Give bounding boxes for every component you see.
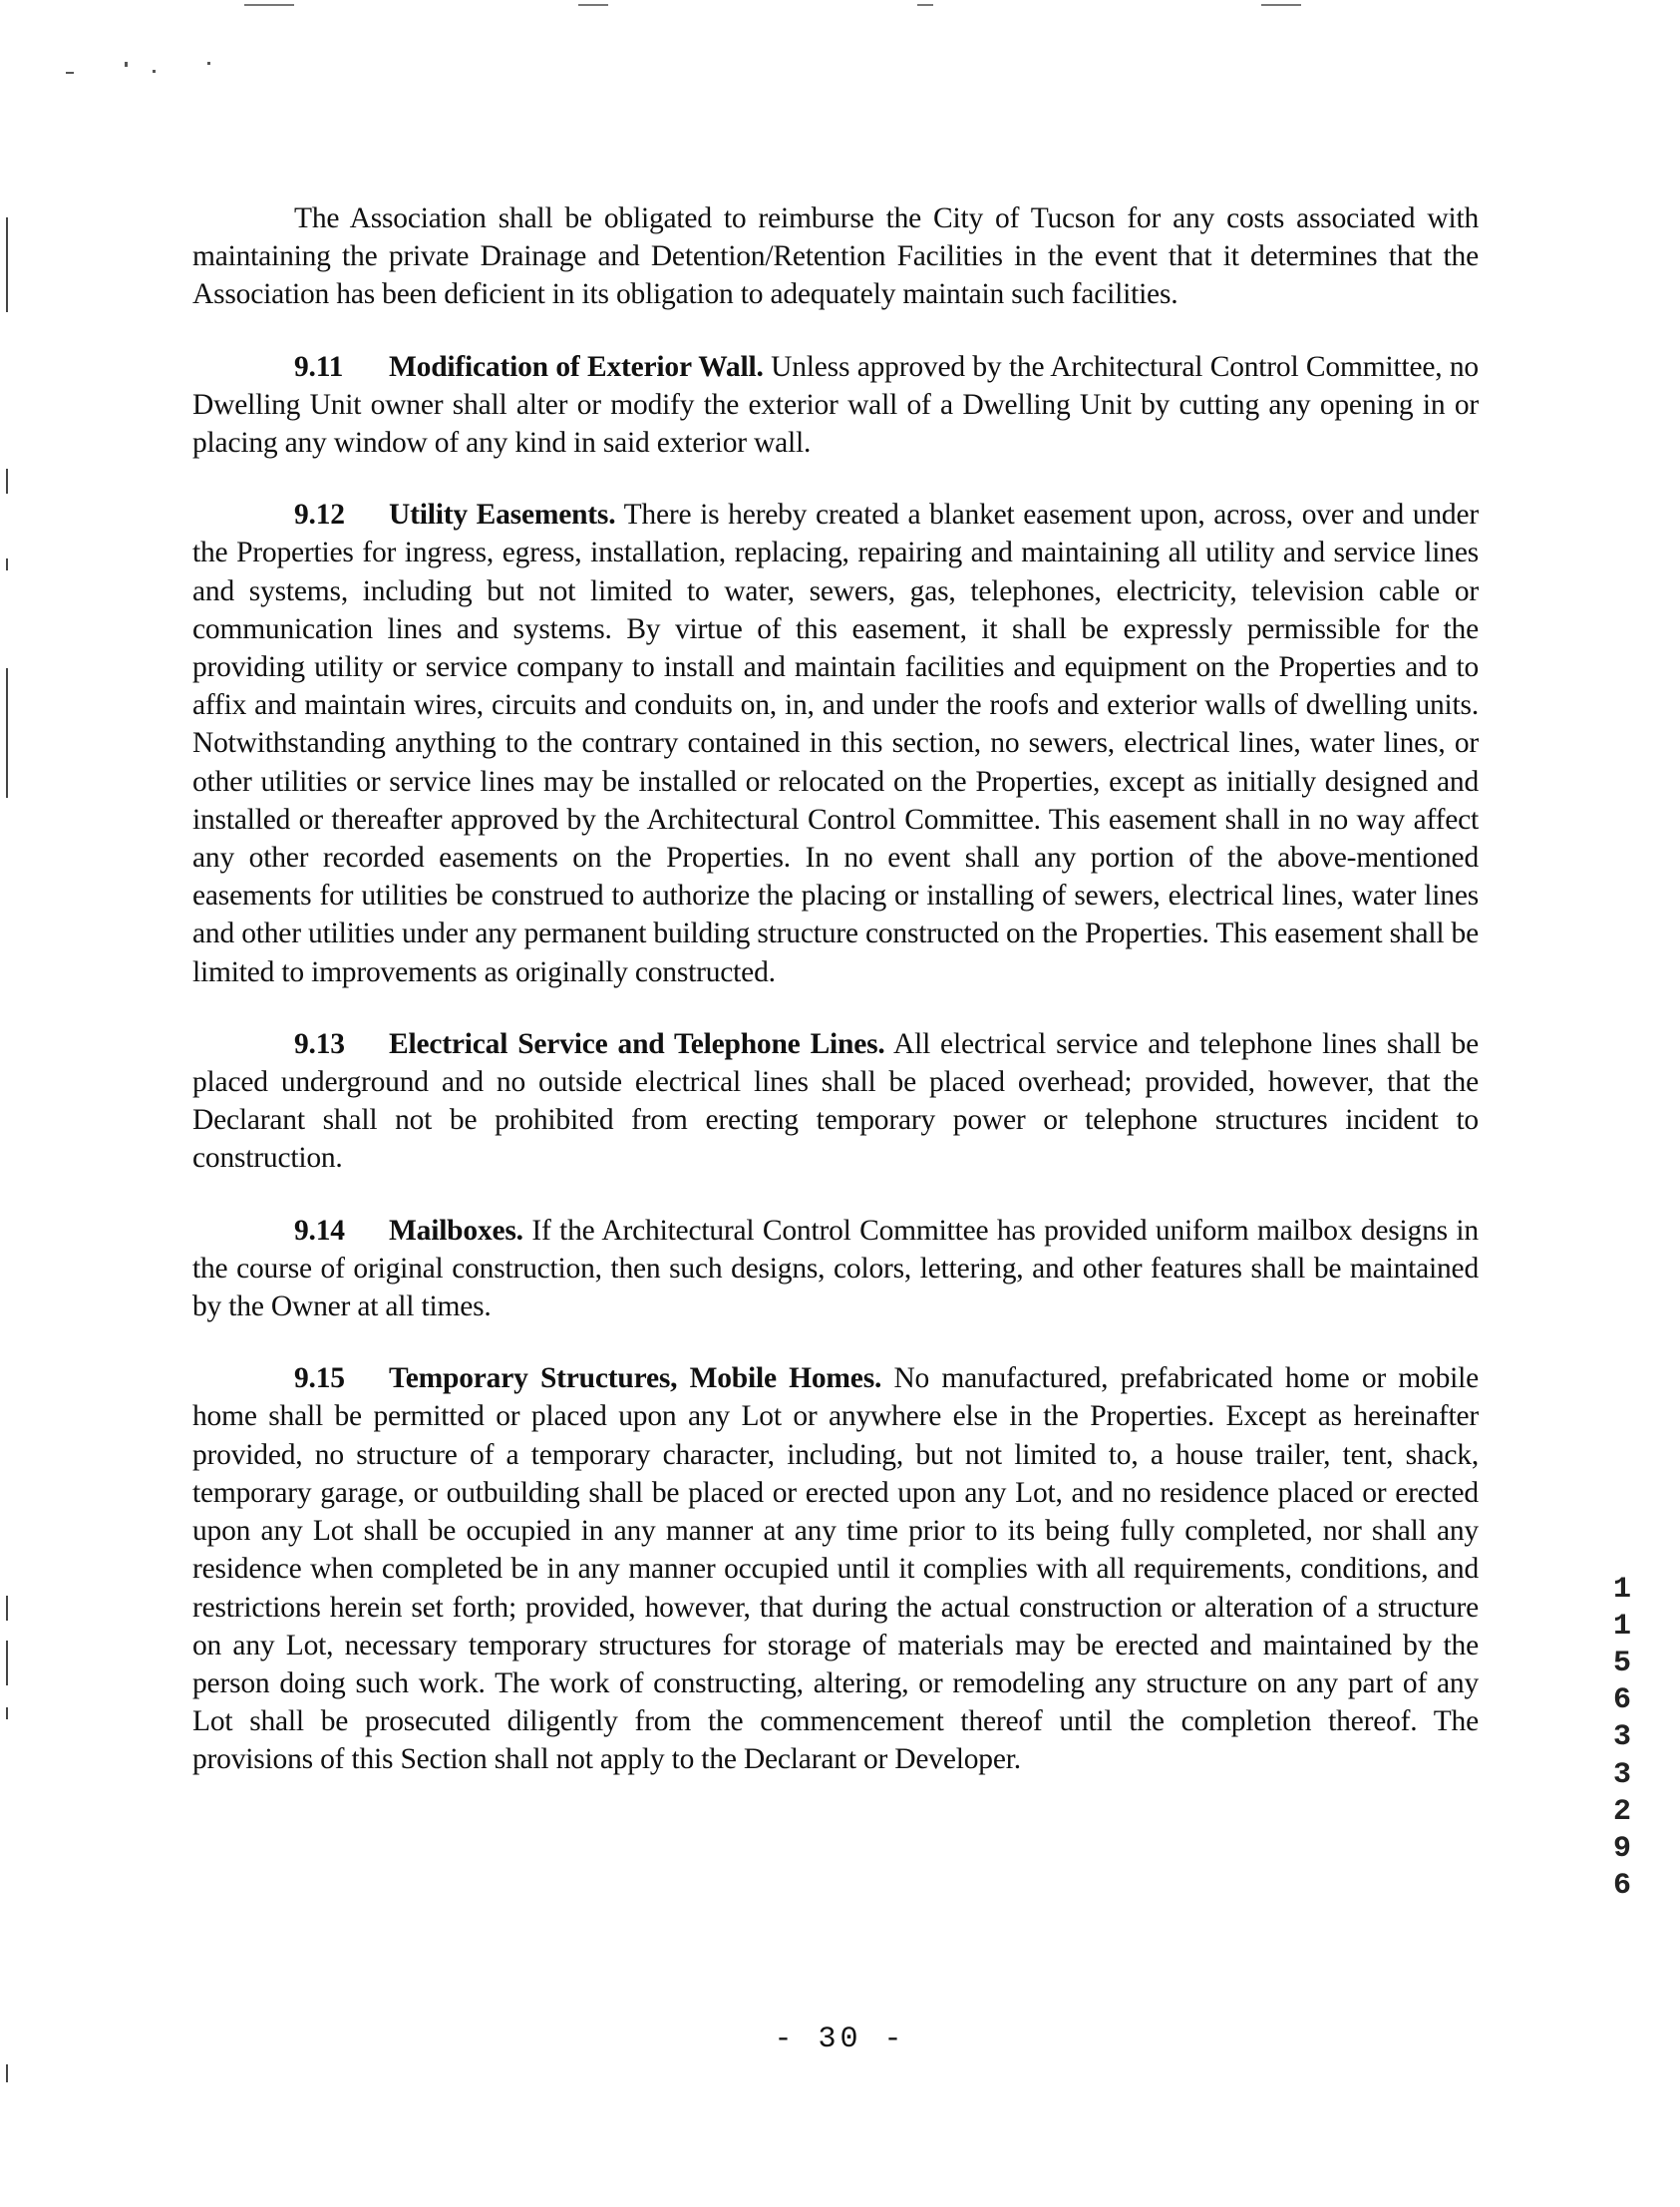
scan-artifact [6,668,8,798]
section-body: All electrical service and telephone lines shall be placed underground and no outside electrical lines shall be placed overhead; provided, however, that the Declarant shall not be prohibited from erecting temporary power or telephone structures incident to construction. [192,1027,1479,1175]
stamp-digit: 2 [1612,1795,1631,1829]
scan-artifact [125,62,128,67]
recording-stamp-column-2 [1607,1757,1637,1905]
stamp-digit: 6 [1612,1869,1631,1903]
section-title: Electrical Service and Telephone Lines. [389,1027,885,1060]
scan-artifact [6,558,8,570]
scan-artifact [207,62,210,65]
section-number: 9.15 [294,1362,345,1395]
scan-artifact [917,4,933,6]
section-number: 9.13 [294,1027,345,1060]
section-title: Modification of Exterior Wall. [389,350,764,383]
section-9-12 [192,496,1479,991]
recording-stamp-column-1 [1607,1572,1637,1756]
page-number: - 30 - [774,2023,906,2056]
stamp-digit: 9 [1612,1832,1631,1866]
stamp-digit: 5 [1612,1647,1631,1680]
scan-artifact [578,4,608,6]
scan-artifact [244,4,294,6]
scan-artifact [66,72,74,74]
section-number: 9.14 [294,1214,345,1247]
scan-artifact [6,2064,8,2082]
section-title: Utility Easements. [389,499,616,532]
section-number: 9.11 [294,350,344,383]
scan-artifact [6,1596,8,1621]
intro-paragraph [192,199,1479,314]
section-9-13 [192,1025,1479,1178]
scan-artifact [6,217,8,312]
section-title: Temporary Structures, Mobile Homes. [389,1362,882,1395]
scan-artifact [6,1707,8,1719]
section-title: Mailboxes. [389,1214,523,1247]
section-body: Unless approved by the Architectural Control Committee, no Dwelling Unit owner shall alter or modify the exterior wall of a Dwelling Unit by cutting any opening in or placing any window of any kind in said exterior wall. [192,350,1479,460]
stamp-digit: 1 [1612,1610,1631,1644]
section-9-15 [192,1359,1479,1778]
stamp-digit: 6 [1612,1683,1631,1717]
section-9-11 [192,348,1479,463]
stamp-digit: 3 [1612,1758,1631,1792]
scan-artifact [153,70,156,73]
intro-text: The Association shall be obligated to reimburse the City of Tucson for any costs associated with maintaining the private Drainage and Detention/Retention Facilities in the event that it determines that the Association has been deficient in its obligation to adequately maintain such facilities. [192,202,1479,311]
scan-artifact [6,1641,8,1685]
section-body: No manufactured, prefabricated home or mobile home shall be permitted or placed upon any Lot or anywhere else in the Properties. Except as hereinafter provided, no structure of a temporary character, including, but not limited to, a house trailer, tent, shack, temporary garage, or outbuilding shall be placed or erected upon any Lot, and no residence placed or erected upon any Lot shall be occupied in any manner at any time prior to its being fully completed, nor shall any residence when completed be in any manner occupied until it complies with all requirements, conditions, and restrictions herein set forth; provided, however, that during the actual construction or alteration of a structure on any Lot, necessary temporary structures for storage of materials may be erected and maintained by the person doing such work. The work of constructing, altering, or remodeling any structure on any part of any Lot shall be prosecuted diligently from the commencement thereof until the completion thereof. The provisions of this Section shall not apply to the Declarant or Developer. [192,1362,1479,1776]
stamp-digit: 1 [1612,1573,1631,1607]
section-number: 9.12 [294,499,345,532]
scan-artifact [1261,4,1301,6]
section-body: There is hereby created a blanket easement upon, across, over and under the Properties for ingress, egress, installation, replacing, repairing and maintaining all utility and service lines and systems, including but not limited to water, sewers, gas, telephones, electricity, television cable or communication lines and systems. By virtue of this easement, it shall be expressly permissible for the providing utility or service company to install and maintain facilities and equipment on the Properties and to affix and maintain wires, circuits and conduits on, in, and under the roofs and exterior walls of dwelling units. Notwithstanding anything to the contrary contained in this section, no sewers, electrical lines, water lines, or other utilities or service lines may be installed or relocated on the Properties, except as initially designed and installed or thereafter approved by the Architectural Control Committee. This easement shall in no way affect any other recorded easements on the Properties. In no event shall any portion of the above-mentioned easements for utilities be construed to authorize the placing or installing of sewers, electrical lines, water lines and other utilities under any permanent building structure constructed on the Properties. This easement shall be limited to improvements as originally constructed. [192,499,1479,988]
section-body: If the Architectural Control Committee has provided uniform mailbox designs in the course of original construction, then such designs, colors, lettering, and other features shall be maintained by the Owner at all times. [192,1214,1479,1323]
document-body [192,199,1479,1813]
scan-artifact [6,469,8,494]
section-9-14 [192,1212,1479,1326]
stamp-digit: 3 [1612,1720,1631,1754]
